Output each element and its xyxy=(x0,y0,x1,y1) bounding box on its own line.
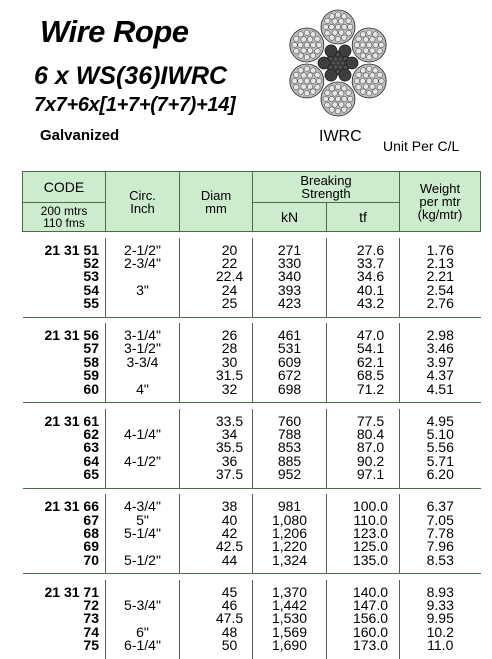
header-tf: tf xyxy=(327,203,400,232)
tf-cell-text: 87.0 xyxy=(356,439,385,456)
circ-cell-text: 5-1/2" xyxy=(124,551,161,568)
table-row xyxy=(23,639,481,659)
tf-cell-text: 77.5 xyxy=(356,412,385,429)
code-cell xyxy=(23,238,106,257)
circ-cell xyxy=(106,639,180,659)
unit-label: Unit Per C/L xyxy=(383,138,460,154)
weight-cell-text: 6.20 xyxy=(426,466,454,483)
code-cell-text: 21 31 66 xyxy=(44,498,99,515)
tf-cell-text: 80.4 xyxy=(356,425,385,442)
weight-cell-text: 8.53 xyxy=(426,551,454,568)
weight-cell-text: 6.37 xyxy=(426,498,454,515)
code-cell-text: 21 31 51 xyxy=(44,241,99,258)
kn-cell-text: 1,370 xyxy=(271,583,308,600)
circ-cell xyxy=(106,468,180,488)
weight-cell-text: 7.05 xyxy=(426,511,454,528)
tf-cell-text: 100.0 xyxy=(352,498,389,515)
code-cell xyxy=(23,468,106,488)
diam-cell-text: 36 xyxy=(221,452,238,469)
weight-cell-text: 1.76 xyxy=(426,241,454,258)
code-cell-text: 72 xyxy=(83,597,99,614)
weight-cell-text: 4.51 xyxy=(426,380,454,397)
diam-cell-text: 42.5 xyxy=(215,538,244,555)
code-cell-text: 63 xyxy=(83,439,99,456)
circ-cell-text: 5" xyxy=(136,511,149,528)
tf-cell xyxy=(327,468,400,488)
tf-cell xyxy=(327,494,400,513)
circ-cell xyxy=(106,380,180,403)
product-group xyxy=(23,323,481,403)
kn-cell-text: 981 xyxy=(277,498,302,515)
diam-cell xyxy=(180,511,253,528)
kn-cell-text: 760 xyxy=(277,412,302,429)
page-title: Wire Rope xyxy=(40,14,189,49)
code-cell-text: 57 xyxy=(83,340,99,357)
code-cell-text: 62 xyxy=(83,425,99,442)
diam-cell xyxy=(180,494,253,513)
tf-cell-text: 160.0 xyxy=(352,623,389,640)
diam-cell xyxy=(180,281,253,298)
header-circ: Circ. Inch xyxy=(106,172,180,232)
code-cell-text: 21 31 71 xyxy=(44,583,99,600)
core-label: IWRC xyxy=(319,128,362,145)
kn-cell-text: 1,690 xyxy=(271,637,308,654)
kn-cell-text: 330 xyxy=(277,254,302,271)
weight-cell-text: 11.0 xyxy=(427,637,454,654)
weight-cell xyxy=(400,468,481,488)
kn-cell-text: 1,220 xyxy=(271,538,308,555)
diam-cell xyxy=(180,540,253,553)
diam-cell-text: 28 xyxy=(221,340,238,357)
code-cell-text: 54 xyxy=(83,281,99,298)
weight-cell-text: 7.78 xyxy=(426,524,454,541)
tf-cell-text: 110.0 xyxy=(353,511,388,528)
weight-cell-text: 5.56 xyxy=(426,439,454,456)
kn-cell-text: 1,324 xyxy=(271,551,308,568)
diam-cell-text: 30 xyxy=(221,353,238,370)
product-group xyxy=(23,409,481,489)
diam-cell-text: 38 xyxy=(221,498,238,515)
kn-cell-text: 952 xyxy=(277,466,302,483)
weight-cell xyxy=(400,297,481,317)
tf-cell-text: 71.2 xyxy=(356,380,385,397)
code-cell xyxy=(23,551,106,574)
circ-cell-text: 4-1/2" xyxy=(124,452,161,469)
weight-cell-text: 2.76 xyxy=(426,295,454,312)
kn-cell xyxy=(253,468,327,488)
header-breaking-strength: Breaking Strength xyxy=(253,172,400,203)
weight-cell xyxy=(400,380,481,403)
circ-cell xyxy=(106,238,180,257)
tf-cell xyxy=(327,297,400,317)
diam-cell-text: 31.5 xyxy=(215,367,244,384)
diam-cell-text: 37.5 xyxy=(215,466,244,483)
diam-cell-text: 34 xyxy=(221,425,238,442)
tf-cell-text: 173.0 xyxy=(352,637,389,654)
diam-cell-text: 20 xyxy=(221,241,238,258)
header-weight: Weight per mtr (kg/mtr) xyxy=(400,172,481,232)
diam-cell-text: 42 xyxy=(221,524,238,541)
rope-type: 6 x WS(36)IWRC xyxy=(34,62,228,90)
tf-cell-text: 54.1 xyxy=(356,340,385,357)
diam-cell-text: 24 xyxy=(221,281,238,298)
weight-cell-text: 9.95 xyxy=(426,610,454,627)
weight-cell-text: 5.71 xyxy=(426,452,454,469)
circ-cell xyxy=(106,494,180,513)
header-code-length: 200 mtrs 110 fms xyxy=(23,203,106,232)
code-cell-text: 70 xyxy=(83,551,99,568)
kn-cell xyxy=(253,494,327,513)
circ-cell-text: 4" xyxy=(136,380,149,397)
diam-cell xyxy=(180,369,253,382)
code-cell-text: 73 xyxy=(83,610,99,627)
diam-cell-text: 40 xyxy=(221,511,238,528)
diam-cell-text: 22.4 xyxy=(215,268,244,285)
tf-cell-text: 62.1 xyxy=(356,353,385,370)
rope-construction: 7x7+6x[1+7+(7+7)+14] xyxy=(34,94,236,116)
kn-cell-text: 1,569 xyxy=(271,623,308,640)
tf-cell-text: 47.0 xyxy=(356,327,385,344)
tf-cell-text: 68.5 xyxy=(356,367,385,384)
code-cell-text: 21 31 61 xyxy=(44,412,99,429)
tf-cell xyxy=(327,380,400,403)
diam-cell-text: 22 xyxy=(221,254,238,271)
diam-cell-text: 50 xyxy=(221,637,238,654)
diam-cell xyxy=(180,323,253,342)
weight-cell xyxy=(400,639,481,659)
circ-cell-text: 4-3/4" xyxy=(124,498,161,515)
kn-cell-text: 271 xyxy=(277,241,302,258)
weight-cell xyxy=(400,238,481,257)
kn-cell-text: 885 xyxy=(277,452,302,469)
tf-cell-text: 123.0 xyxy=(352,524,389,541)
diam-cell xyxy=(180,580,253,599)
diam-cell xyxy=(180,639,253,659)
code-cell-text: 67 xyxy=(83,511,99,528)
circ-cell-text: 5-3/4" xyxy=(124,597,161,614)
kn-cell xyxy=(253,639,327,659)
tf-cell-text: 27.6 xyxy=(356,241,385,258)
kn-cell-text: 340 xyxy=(277,268,302,285)
table-row xyxy=(23,297,481,317)
circ-cell-text: 2-1/2" xyxy=(124,241,161,258)
tf-cell-text: 34.6 xyxy=(356,268,385,285)
tf-cell-text: 135.0 xyxy=(352,551,389,568)
kn-cell-text: 853 xyxy=(277,439,302,456)
code-cell-text: 68 xyxy=(83,524,99,541)
diam-cell xyxy=(180,623,253,640)
kn-cell xyxy=(253,297,327,317)
code-cell xyxy=(23,297,106,317)
circ-cell-text xyxy=(109,468,176,481)
diam-cell-text: 32 xyxy=(221,380,238,397)
diam-cell xyxy=(180,468,253,488)
circ-cell-text: 3-1/4" xyxy=(124,327,161,344)
code-cell-text: 55 xyxy=(83,295,99,312)
tf-cell-text: 33.7 xyxy=(356,254,385,271)
kn-cell-text: 1,206 xyxy=(271,524,308,541)
kn-cell-text: 1,442 xyxy=(271,597,308,614)
kn-cell-text: 531 xyxy=(277,340,302,357)
diam-cell xyxy=(180,342,253,355)
table-row xyxy=(23,468,481,488)
weight-cell-text: 2.13 xyxy=(426,254,454,271)
tf-cell xyxy=(327,551,400,574)
code-cell-text: 74 xyxy=(83,623,99,640)
weight-cell-text: 7.96 xyxy=(426,538,454,555)
product-group xyxy=(23,238,481,318)
code-cell xyxy=(23,494,106,513)
circ-cell-text: 5-1/4" xyxy=(124,524,161,541)
diam-cell-text: 45 xyxy=(221,583,238,600)
diam-cell xyxy=(180,612,253,625)
table-row xyxy=(23,383,481,403)
code-cell-text: 58 xyxy=(83,353,99,370)
tf-cell-text: 90.2 xyxy=(356,452,385,469)
header-kn: kN xyxy=(253,203,327,232)
rope-cross-section-image xyxy=(283,8,393,118)
code-cell-text: 52 xyxy=(83,254,99,271)
code-cell-text: 59 xyxy=(83,367,99,384)
weight-cell xyxy=(400,494,481,513)
diam-cell xyxy=(180,441,253,454)
kn-cell xyxy=(253,551,327,574)
weight-cell xyxy=(400,551,481,574)
tf-cell-text: 147.0 xyxy=(352,597,389,614)
code-cell-text: 53 xyxy=(83,268,99,285)
diam-cell xyxy=(180,380,253,403)
circ-cell-text: 2-3/4" xyxy=(124,254,161,271)
circ-cell xyxy=(106,551,180,574)
circ-cell-text: 3" xyxy=(136,281,149,298)
tf-cell xyxy=(327,238,400,257)
weight-cell-text: 2.21 xyxy=(426,268,454,285)
diam-cell-text: 26 xyxy=(221,327,238,344)
tf-cell xyxy=(327,639,400,659)
product-group xyxy=(23,494,481,574)
kn-cell-text: 423 xyxy=(277,295,302,312)
code-cell-text: 69 xyxy=(83,538,99,555)
weight-cell-text: 3.97 xyxy=(426,353,454,370)
diam-cell xyxy=(180,297,253,317)
specification-table xyxy=(22,171,481,659)
header-code: CODE xyxy=(23,172,106,203)
circ-cell-text: 3-1/2" xyxy=(124,340,161,357)
diam-cell-text: 25 xyxy=(221,295,238,312)
circ-cell xyxy=(106,297,180,317)
weight-cell-text: 5.10 xyxy=(426,425,454,442)
weight-cell-text: 4.95 xyxy=(426,412,454,429)
weight-cell-text: 4.37 xyxy=(426,367,454,384)
kn-cell-text: 698 xyxy=(277,380,302,397)
kn-cell-text: 672 xyxy=(277,367,302,384)
table-row xyxy=(23,494,481,513)
diam-cell xyxy=(180,270,253,283)
tf-cell-text: 43.2 xyxy=(356,295,385,312)
kn-cell-text: 1,530 xyxy=(271,610,308,627)
code-cell xyxy=(23,380,106,403)
weight-cell-text: 10.2 xyxy=(426,623,454,640)
diam-cell-text: 33.5 xyxy=(215,412,244,429)
code-cell-text: 60 xyxy=(83,380,99,397)
weight-cell-text: 8.93 xyxy=(426,583,454,600)
code-cell-text: 21 31 56 xyxy=(44,327,99,344)
product-group xyxy=(23,580,481,659)
diam-cell xyxy=(180,551,253,574)
diam-cell xyxy=(180,238,253,257)
tf-cell-text: 140.0 xyxy=(352,583,389,600)
kn-cell-text: 609 xyxy=(277,353,302,370)
circ-cell-text: 3-3/4 xyxy=(126,353,159,370)
diam-cell-text: 44 xyxy=(221,551,238,568)
weight-cell-text: 2.54 xyxy=(426,281,454,298)
code-cell-text: 75 xyxy=(83,637,99,654)
circ-cell-text: 6-1/4" xyxy=(124,637,161,654)
kn-cell-text: 393 xyxy=(277,281,302,298)
kn-cell-text: 461 xyxy=(277,327,302,344)
weight-cell-text: 2.98 xyxy=(426,327,454,344)
tf-cell-text: 156.0 xyxy=(352,610,389,627)
circ-cell-text: 4-1/4" xyxy=(124,425,161,442)
kn-cell-text: 1,080 xyxy=(271,511,308,528)
code-cell-text: 65 xyxy=(83,466,99,483)
weight-cell-text: 3.46 xyxy=(426,340,454,357)
kn-cell-text: 788 xyxy=(277,425,302,442)
kn-cell xyxy=(253,238,327,257)
code-cell xyxy=(23,639,106,659)
diam-cell-text: 47.5 xyxy=(215,610,244,627)
tf-cell-text: 40.1 xyxy=(356,281,385,298)
circ-cell-text: 6" xyxy=(136,623,149,640)
kn-cell xyxy=(253,380,327,403)
diam-cell-text: 48 xyxy=(221,623,238,640)
table-row xyxy=(23,554,481,574)
circ-cell-text xyxy=(109,297,176,310)
diam-cell-text: 46 xyxy=(221,597,238,614)
header-diam: Diam mm xyxy=(180,172,253,232)
finish-label: Galvanized xyxy=(40,127,120,144)
tf-cell-text: 125.0 xyxy=(352,538,389,555)
table-row xyxy=(23,238,481,257)
diam-cell xyxy=(180,409,253,428)
weight-cell-text: 9.33 xyxy=(426,597,454,614)
diam-cell-text: 35.5 xyxy=(215,439,244,456)
code-cell-text: 64 xyxy=(83,452,99,469)
tf-cell-text: 97.1 xyxy=(356,466,385,483)
